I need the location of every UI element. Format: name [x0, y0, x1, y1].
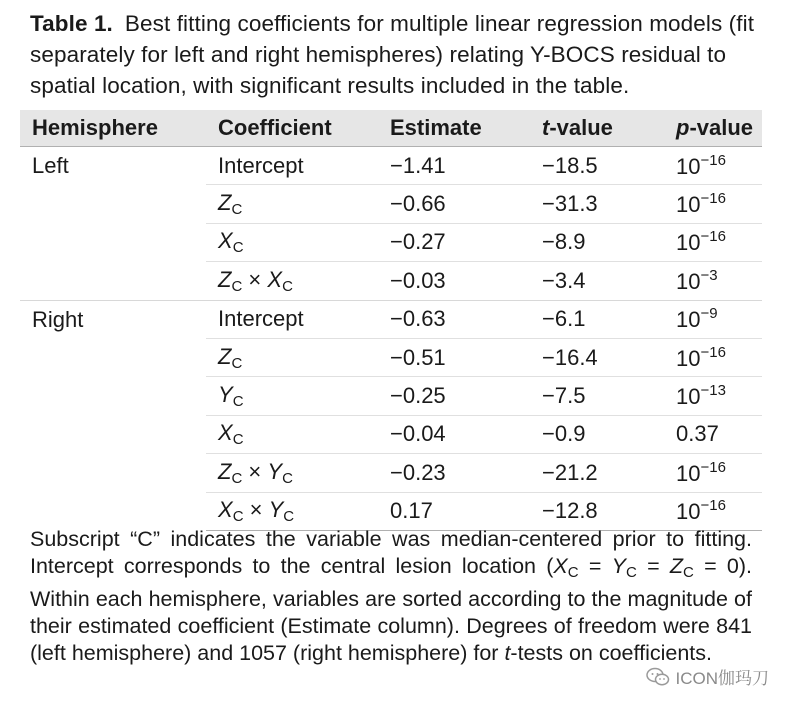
- p-value-cell: $10^{-16}$: [664, 185, 762, 223]
- hemisphere-left: Left: [32, 153, 69, 178]
- estimate-cell: −0.23: [378, 454, 530, 492]
- header-estimate: Estimate: [378, 110, 530, 147]
- coef-cell: $Z_C \times X_C$: [218, 266, 293, 295]
- table-row: [20, 300, 762, 338]
- estimate-cell: −0.51: [378, 338, 530, 376]
- estimate-cell: −0.25: [378, 377, 530, 415]
- p-value-cell: $10^{-13}$: [664, 377, 762, 415]
- table-header-row: [20, 110, 762, 147]
- coef-cell: $Z_C$: [206, 338, 378, 376]
- regression-table: [20, 110, 762, 531]
- coef-cell: $Z_C$: [206, 185, 378, 223]
- estimate-cell: −0.27: [378, 223, 530, 261]
- coef-cell: $X_C$: [206, 223, 378, 261]
- t-value-cell: −6.1: [530, 300, 664, 338]
- p-value-cell: $10^{-16}$: [664, 492, 762, 530]
- t-value-cell: −12.8: [530, 492, 664, 530]
- header-hemisphere: Hemisphere: [20, 110, 206, 147]
- p-value-cell: $10^{-16}$: [664, 223, 762, 261]
- watermark-text: ICON伽玛刀: [675, 669, 769, 688]
- header-coefficient: Coefficient: [206, 110, 378, 147]
- caption-text: Best fitting coefficients for multiple linear regression models (fit separately for left and right hemispheres) relating Y-BOCS residual to spatial location, with significant results included in the table.: [30, 11, 755, 98]
- header-t-value: t-value: [530, 110, 664, 147]
- header-p-value: p-value: [664, 110, 762, 147]
- estimate-cell: −0.04: [378, 415, 530, 453]
- coef-cell: $Y_C$: [206, 377, 378, 415]
- wechat-icon: [646, 667, 670, 687]
- p-value-cell: 0.37: [664, 415, 762, 453]
- estimate-cell: −0.66: [378, 185, 530, 223]
- estimate-cell: −0.03: [390, 267, 446, 293]
- coef-cell: Intercept: [206, 300, 378, 338]
- coef-cell: $Z_C \times Y_C$: [206, 454, 378, 492]
- coef-cell: Intercept: [206, 147, 378, 185]
- estimate-cell: −1.41: [378, 147, 530, 185]
- hemisphere-right: Right: [20, 300, 206, 530]
- t-value-cell: −7.5: [530, 377, 664, 415]
- p-value-cell: $10^{-16}$: [664, 338, 762, 376]
- estimate-cell: 0.17: [378, 492, 530, 530]
- t-value-cell: −0.9: [530, 415, 664, 453]
- table-footnote: Subscript “C” indicates the variable was median-centered prior to fitting. Intercept corresponds to the central lesion location $(X_C = Y_C = Z_C = 0)$. Within each hemisphere, variables are sorted according to the magnitude of their estimated coefficient (Estimate column). Degrees of freedom were 841 (left hemisphere) and 1057 (right hemisphere) for t-tests on coefficients.: [30, 527, 752, 665]
- t-value-cell: −21.2: [530, 454, 664, 492]
- p-value-cell: $10^{-16}$: [664, 454, 762, 492]
- estimate-cell: −0.63: [378, 300, 530, 338]
- table-caption: [30, 8, 765, 101]
- coef-cell: $X_C$: [206, 415, 378, 453]
- t-value-cell: −3.4: [542, 267, 586, 293]
- t-value-cell: −31.3: [530, 185, 664, 223]
- table-row: [20, 147, 762, 185]
- t-value-cell: −16.4: [530, 338, 664, 376]
- p-value-cell: $10^{-3}$: [676, 266, 718, 294]
- coef-cell: $X_C \times Y_C$: [206, 492, 378, 530]
- t-value-cell: −18.5: [530, 147, 664, 185]
- p-value-cell: $10^{-16}$: [664, 147, 762, 185]
- caption-label: Table 1.: [30, 11, 113, 36]
- watermark: [646, 664, 770, 689]
- t-value-cell: −8.9: [530, 223, 664, 261]
- p-value-cell: $10^{-9}$: [664, 300, 762, 338]
